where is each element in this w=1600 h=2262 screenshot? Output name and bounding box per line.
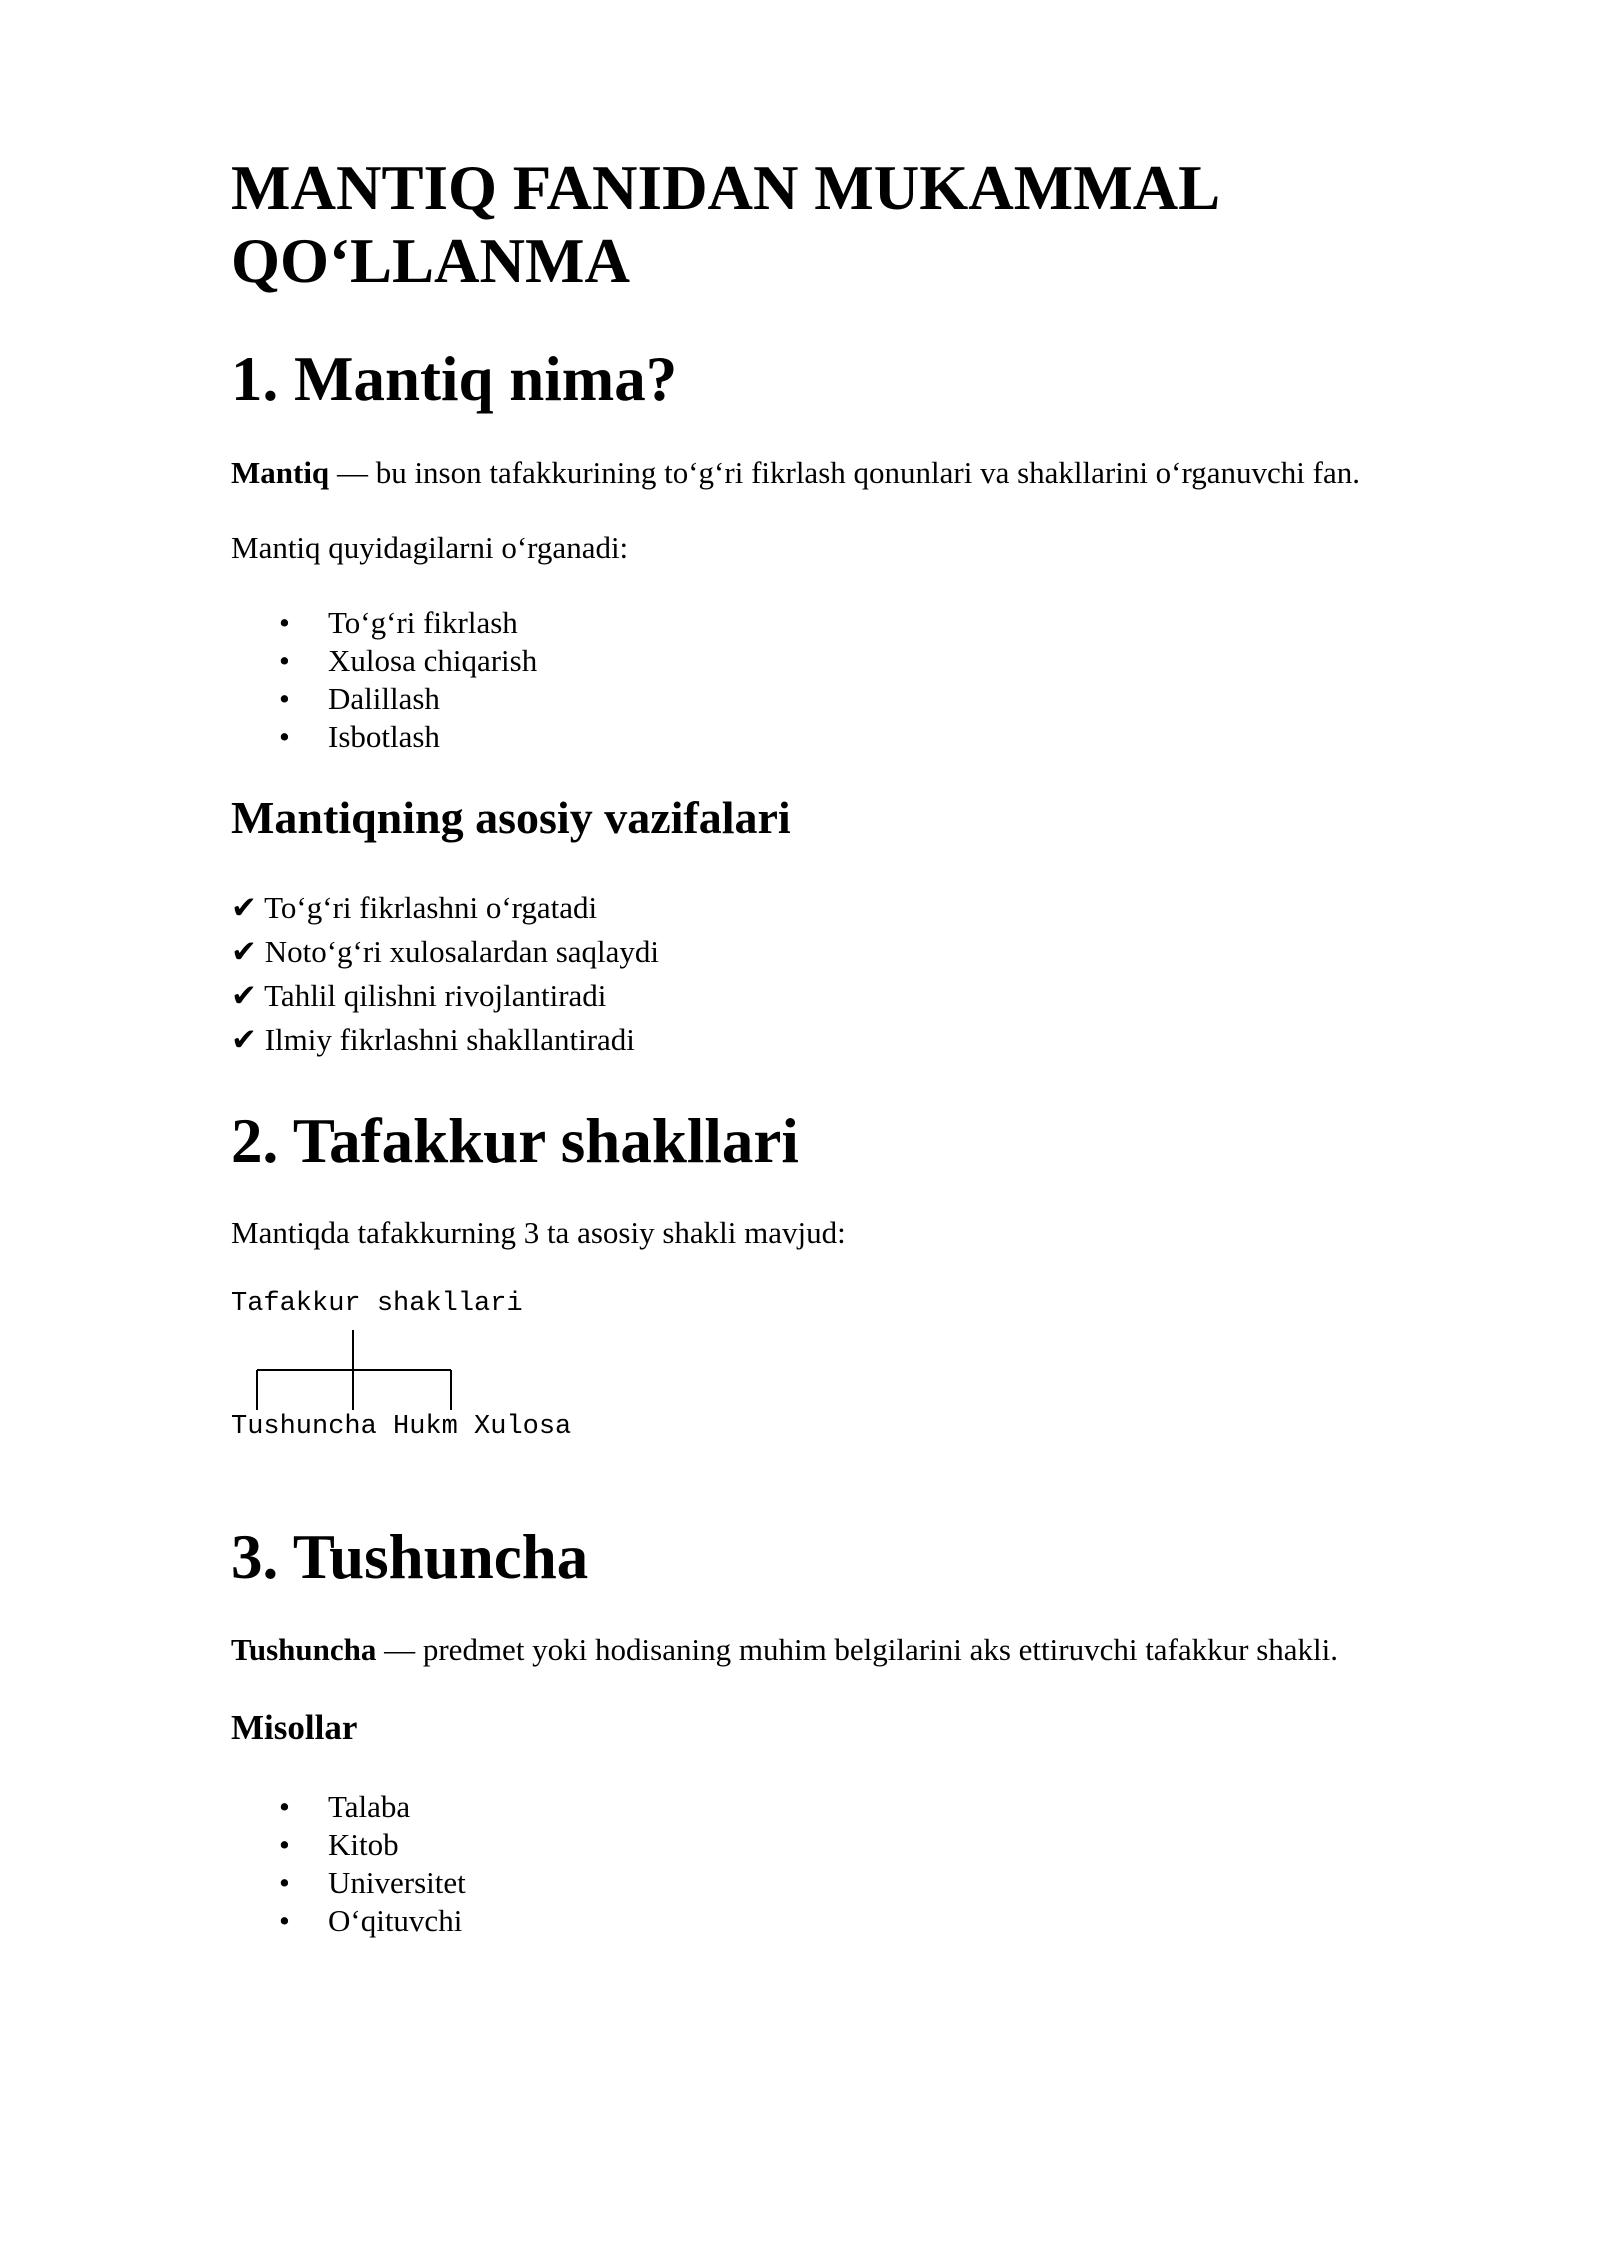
section1-list [231,604,537,756]
bullet-icon: • [279,1865,290,1900]
tasks-checklist [231,886,659,1062]
checklist-item: ✔ Ilmiy fikrlashni shakllantiradi [231,1022,635,1057]
list-item [231,718,537,756]
section1-subheading: Mantiqning asosiy vazifalari [231,792,791,843]
bullet-icon: • [279,719,290,754]
list-item [231,1788,466,1826]
bullet-icon: • [279,605,290,640]
section1-definition-rest: — bu inson tafakkurining to‘g‘ri fikrlash qonunlari va shakllarini o‘rganuvchi fan. [329,455,1360,490]
diagram-children-label: Tushuncha Hukm Xulosa [231,1412,572,1442]
list-item [231,1826,466,1864]
list-item [231,604,537,642]
list-item [231,1864,466,1902]
section3-definition-term: Tushuncha [231,1632,377,1667]
list-item-text: Isbotlash [328,719,440,754]
section1-heading: 1. Mantiq nima? [231,344,678,414]
examples-heading: Misollar [231,1708,358,1747]
document-title-line2: QO‘LLANMA [231,226,630,296]
bullet-icon: • [279,1827,290,1862]
section2-intro: Mantiqda tafakkurning 3 ta asosiy shakli mavjud: [231,1215,846,1250]
list-item-text: Xulosa chiqarish [328,643,538,678]
section3-definition-rest: — predmet yoki hodisaning muhim belgilarini aks ettiruvchi tafakkur shakli. [376,1632,1339,1667]
bullet-icon: • [279,681,290,716]
document-title-line1: MANTIQ FANIDAN MUKAMMAL [231,153,1221,223]
list-item-text: Kitob [328,1827,399,1862]
section3-definition [231,1631,1338,1669]
checklist-item: ✔ To‘g‘ri fikrlashni o‘rgatadi [231,890,598,925]
bullet-icon: • [279,643,290,678]
examples-list [231,1788,466,1940]
list-item-text: Talaba [328,1789,411,1824]
list-item [231,680,537,718]
document-title [231,152,1220,298]
diagram-root-label: Tafakkur shakllari [231,1289,523,1319]
list-item [231,642,537,680]
section3-heading: 3. Tushuncha [231,1522,589,1592]
bullet-icon: • [279,1789,290,1824]
section2-heading: 2. Tafakkur shakllari [231,1106,799,1176]
list-item-text: Universitet [328,1865,466,1900]
list-item [231,1902,466,1940]
list-item-text: O‘qituvchi [328,1903,463,1938]
checklist-item: ✔ Tahlil qilishni rivojlantiradi [231,978,607,1013]
bullet-icon: • [279,1903,290,1938]
checklist-item: ✔ Noto‘g‘ri xulosalardan saqlaydi [231,934,660,969]
section1-intro: Mantiq quyidagilarni o‘rganadi: [231,530,629,565]
list-item-text: Dalillash [328,681,440,716]
diagram-tree-lines [231,1330,471,1410]
section1-definition [231,454,1360,492]
section1-definition-term: Mantiq [231,455,330,490]
list-item-text: To‘g‘ri fikrlash [328,605,518,640]
